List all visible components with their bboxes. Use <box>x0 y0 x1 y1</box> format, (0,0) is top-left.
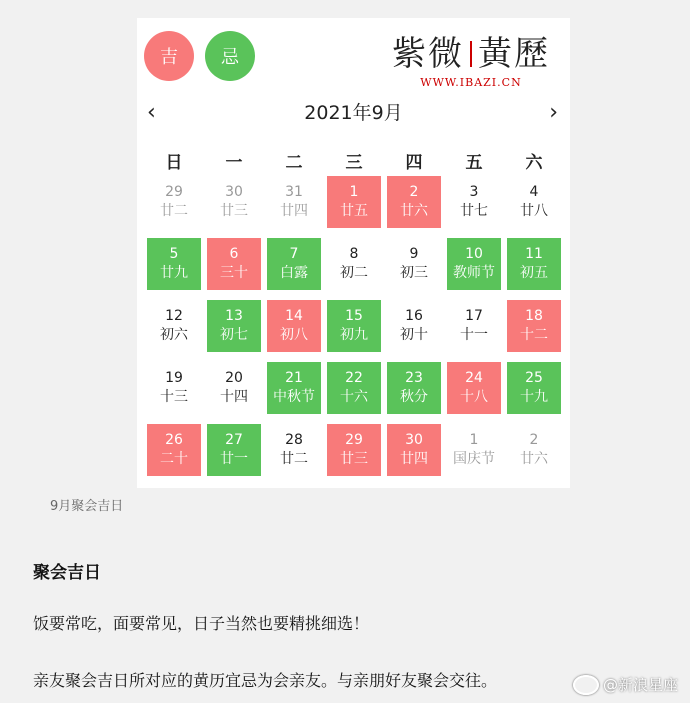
lunar-date: 初七 <box>220 327 248 343</box>
lunar-date: 廿四 <box>400 451 428 467</box>
lunar-date: 初九 <box>340 327 368 343</box>
lunar-date: 廿六 <box>400 203 428 219</box>
calendar-day-cell[interactable] <box>327 176 381 228</box>
lunar-date: 廿二 <box>160 203 188 219</box>
calendar-day-cell[interactable] <box>207 300 261 352</box>
watermark <box>573 674 678 695</box>
calendar-day-cell[interactable] <box>447 238 501 290</box>
calendar-card <box>137 18 570 488</box>
weekday-label: 四 <box>405 153 423 173</box>
next-month-chevron-icon[interactable]: › <box>549 100 558 125</box>
calendar-week-row <box>144 424 564 486</box>
calendar-day-cell[interactable] <box>267 238 321 290</box>
auspicious-button[interactable]: 吉 <box>144 31 194 81</box>
day-number: 29 <box>345 432 363 448</box>
calendar-day-cell[interactable] <box>147 300 201 352</box>
article-heading: 聚会吉日 <box>33 563 101 583</box>
prev-month-chevron-icon[interactable]: ‹ <box>147 100 156 125</box>
calendar-day-cell[interactable] <box>267 424 321 476</box>
lunar-date: 初二 <box>340 265 368 281</box>
lunar-date: 初五 <box>520 265 548 281</box>
day-number: 13 <box>225 308 243 324</box>
lunar-date: 二十 <box>160 451 188 467</box>
lunar-date: 廿三 <box>340 451 368 467</box>
calendar-day-cell[interactable] <box>207 176 261 228</box>
calendar-day-cell[interactable] <box>447 176 501 228</box>
image-caption: 9月聚会吉日 <box>50 499 124 514</box>
calendar-day-cell[interactable] <box>267 362 321 414</box>
calendar-day-cell[interactable] <box>447 424 501 476</box>
day-number: 20 <box>225 370 243 386</box>
day-number: 26 <box>165 432 183 448</box>
lunar-date: 十三 <box>160 389 188 405</box>
day-number: 23 <box>405 370 423 386</box>
day-number: 14 <box>285 308 303 324</box>
day-number: 28 <box>285 432 303 448</box>
weekday-header <box>144 148 564 173</box>
lunar-date: 廿三 <box>220 203 248 219</box>
calendar-day-cell[interactable] <box>207 362 261 414</box>
lunar-date: 廿一 <box>220 451 248 467</box>
calendar-day-cell[interactable] <box>387 176 441 228</box>
day-number: 1 <box>469 432 479 448</box>
day-number: 27 <box>225 432 243 448</box>
logo-url: WWW.IBAZI.CN <box>420 76 522 89</box>
calendar-day-cell[interactable] <box>387 424 441 476</box>
calendar-week-row <box>144 238 564 300</box>
lunar-date: 十一 <box>460 327 488 343</box>
calendar-day-cell[interactable] <box>147 238 201 290</box>
calendar-day-cell[interactable] <box>387 362 441 414</box>
lunar-date: 十四 <box>220 389 248 405</box>
calendar-day-cell[interactable] <box>507 176 561 228</box>
inauspicious-button[interactable]: 忌 <box>205 31 255 81</box>
day-number: 25 <box>525 370 543 386</box>
calendar-day-cell[interactable] <box>147 424 201 476</box>
logo-divider <box>470 41 472 67</box>
lunar-date: 秋分 <box>400 389 428 405</box>
day-number: 24 <box>465 370 483 386</box>
day-number: 21 <box>285 370 303 386</box>
lunar-date: 廿八 <box>520 203 548 219</box>
day-number: 2 <box>529 432 539 448</box>
calendar-day-cell[interactable] <box>507 238 561 290</box>
day-number: 4 <box>529 184 539 200</box>
calendar-day-cell[interactable] <box>387 300 441 352</box>
day-number: 18 <box>525 308 543 324</box>
calendar-day-cell[interactable] <box>447 300 501 352</box>
article-paragraph: 饭要常吃，面要常见，日子当然也要精挑细选！ <box>33 614 370 633</box>
lunar-date: 三十 <box>220 265 248 281</box>
logo <box>392 34 550 89</box>
lunar-date: 十九 <box>520 389 548 405</box>
lunar-date: 廿四 <box>280 203 308 219</box>
lunar-date: 廿六 <box>520 451 548 467</box>
calendar-day-cell[interactable] <box>207 238 261 290</box>
calendar-week-row <box>144 362 564 424</box>
day-number: 30 <box>225 184 243 200</box>
logo-text-left: 紫微 <box>392 34 464 74</box>
day-number: 7 <box>289 246 299 262</box>
lunar-date: 教师节 <box>453 265 495 281</box>
calendar-day-cell[interactable] <box>327 238 381 290</box>
day-number: 6 <box>229 246 239 262</box>
day-number: 19 <box>165 370 183 386</box>
day-number: 29 <box>165 184 183 200</box>
article-paragraph: 亲友聚会吉日所对应的黄历宜忌为会亲友。与亲朋好友聚会交往。 <box>33 671 498 690</box>
day-number: 8 <box>349 246 359 262</box>
weekday-label: 二 <box>285 153 303 173</box>
calendar-day-cell[interactable] <box>327 300 381 352</box>
day-number: 12 <box>165 308 183 324</box>
lunar-date: 初八 <box>280 327 308 343</box>
weibo-icon <box>573 675 599 695</box>
day-number: 2 <box>409 184 419 200</box>
day-number: 22 <box>345 370 363 386</box>
weekday-label: 一 <box>225 153 243 173</box>
weekday-label: 日 <box>165 153 183 173</box>
day-number: 17 <box>465 308 483 324</box>
logo-text-right: 黃歷 <box>478 34 550 74</box>
lunar-date: 初十 <box>400 327 428 343</box>
calendar-day-cell[interactable] <box>267 300 321 352</box>
calendar-day-cell[interactable] <box>267 176 321 228</box>
day-number: 5 <box>169 246 179 262</box>
lunar-date: 十二 <box>520 327 548 343</box>
day-number: 10 <box>465 246 483 262</box>
calendar-day-cell[interactable] <box>207 424 261 476</box>
calendar-grid <box>144 176 564 486</box>
lunar-date: 廿二 <box>280 451 308 467</box>
lunar-date: 初三 <box>400 265 428 281</box>
lunar-date: 国庆节 <box>453 451 495 467</box>
calendar-day-cell[interactable] <box>507 300 561 352</box>
lunar-date: 初六 <box>160 327 188 343</box>
lunar-date: 十六 <box>340 389 368 405</box>
day-number: 1 <box>349 184 359 200</box>
day-number: 31 <box>285 184 303 200</box>
calendar-week-row <box>144 300 564 362</box>
day-number: 30 <box>405 432 423 448</box>
day-number: 3 <box>469 184 479 200</box>
calendar-day-cell[interactable] <box>147 362 201 414</box>
calendar-day-cell[interactable] <box>447 362 501 414</box>
calendar-day-cell[interactable] <box>507 424 561 476</box>
month-title: 2021年9月 <box>304 102 403 124</box>
day-number: 9 <box>409 246 419 262</box>
weekday-label: 六 <box>525 153 543 173</box>
lunar-date: 廿九 <box>160 265 188 281</box>
calendar-week-row <box>144 176 564 238</box>
day-number: 15 <box>345 308 363 324</box>
calendar-day-cell[interactable] <box>327 424 381 476</box>
day-number: 16 <box>405 308 423 324</box>
calendar-day-cell[interactable] <box>327 362 381 414</box>
calendar-day-cell[interactable] <box>147 176 201 228</box>
lunar-date: 白露 <box>280 265 308 281</box>
lunar-date: 十八 <box>460 389 488 405</box>
calendar-day-cell[interactable] <box>507 362 561 414</box>
watermark-text: @新浪星座 <box>602 676 678 694</box>
lunar-date: 廿七 <box>460 203 488 219</box>
lunar-date: 廿五 <box>340 203 368 219</box>
day-number: 11 <box>525 246 543 262</box>
weekday-label: 三 <box>345 153 363 173</box>
lunar-date: 中秋节 <box>273 389 315 405</box>
calendar-day-cell[interactable] <box>387 238 441 290</box>
weekday-label: 五 <box>465 153 483 173</box>
